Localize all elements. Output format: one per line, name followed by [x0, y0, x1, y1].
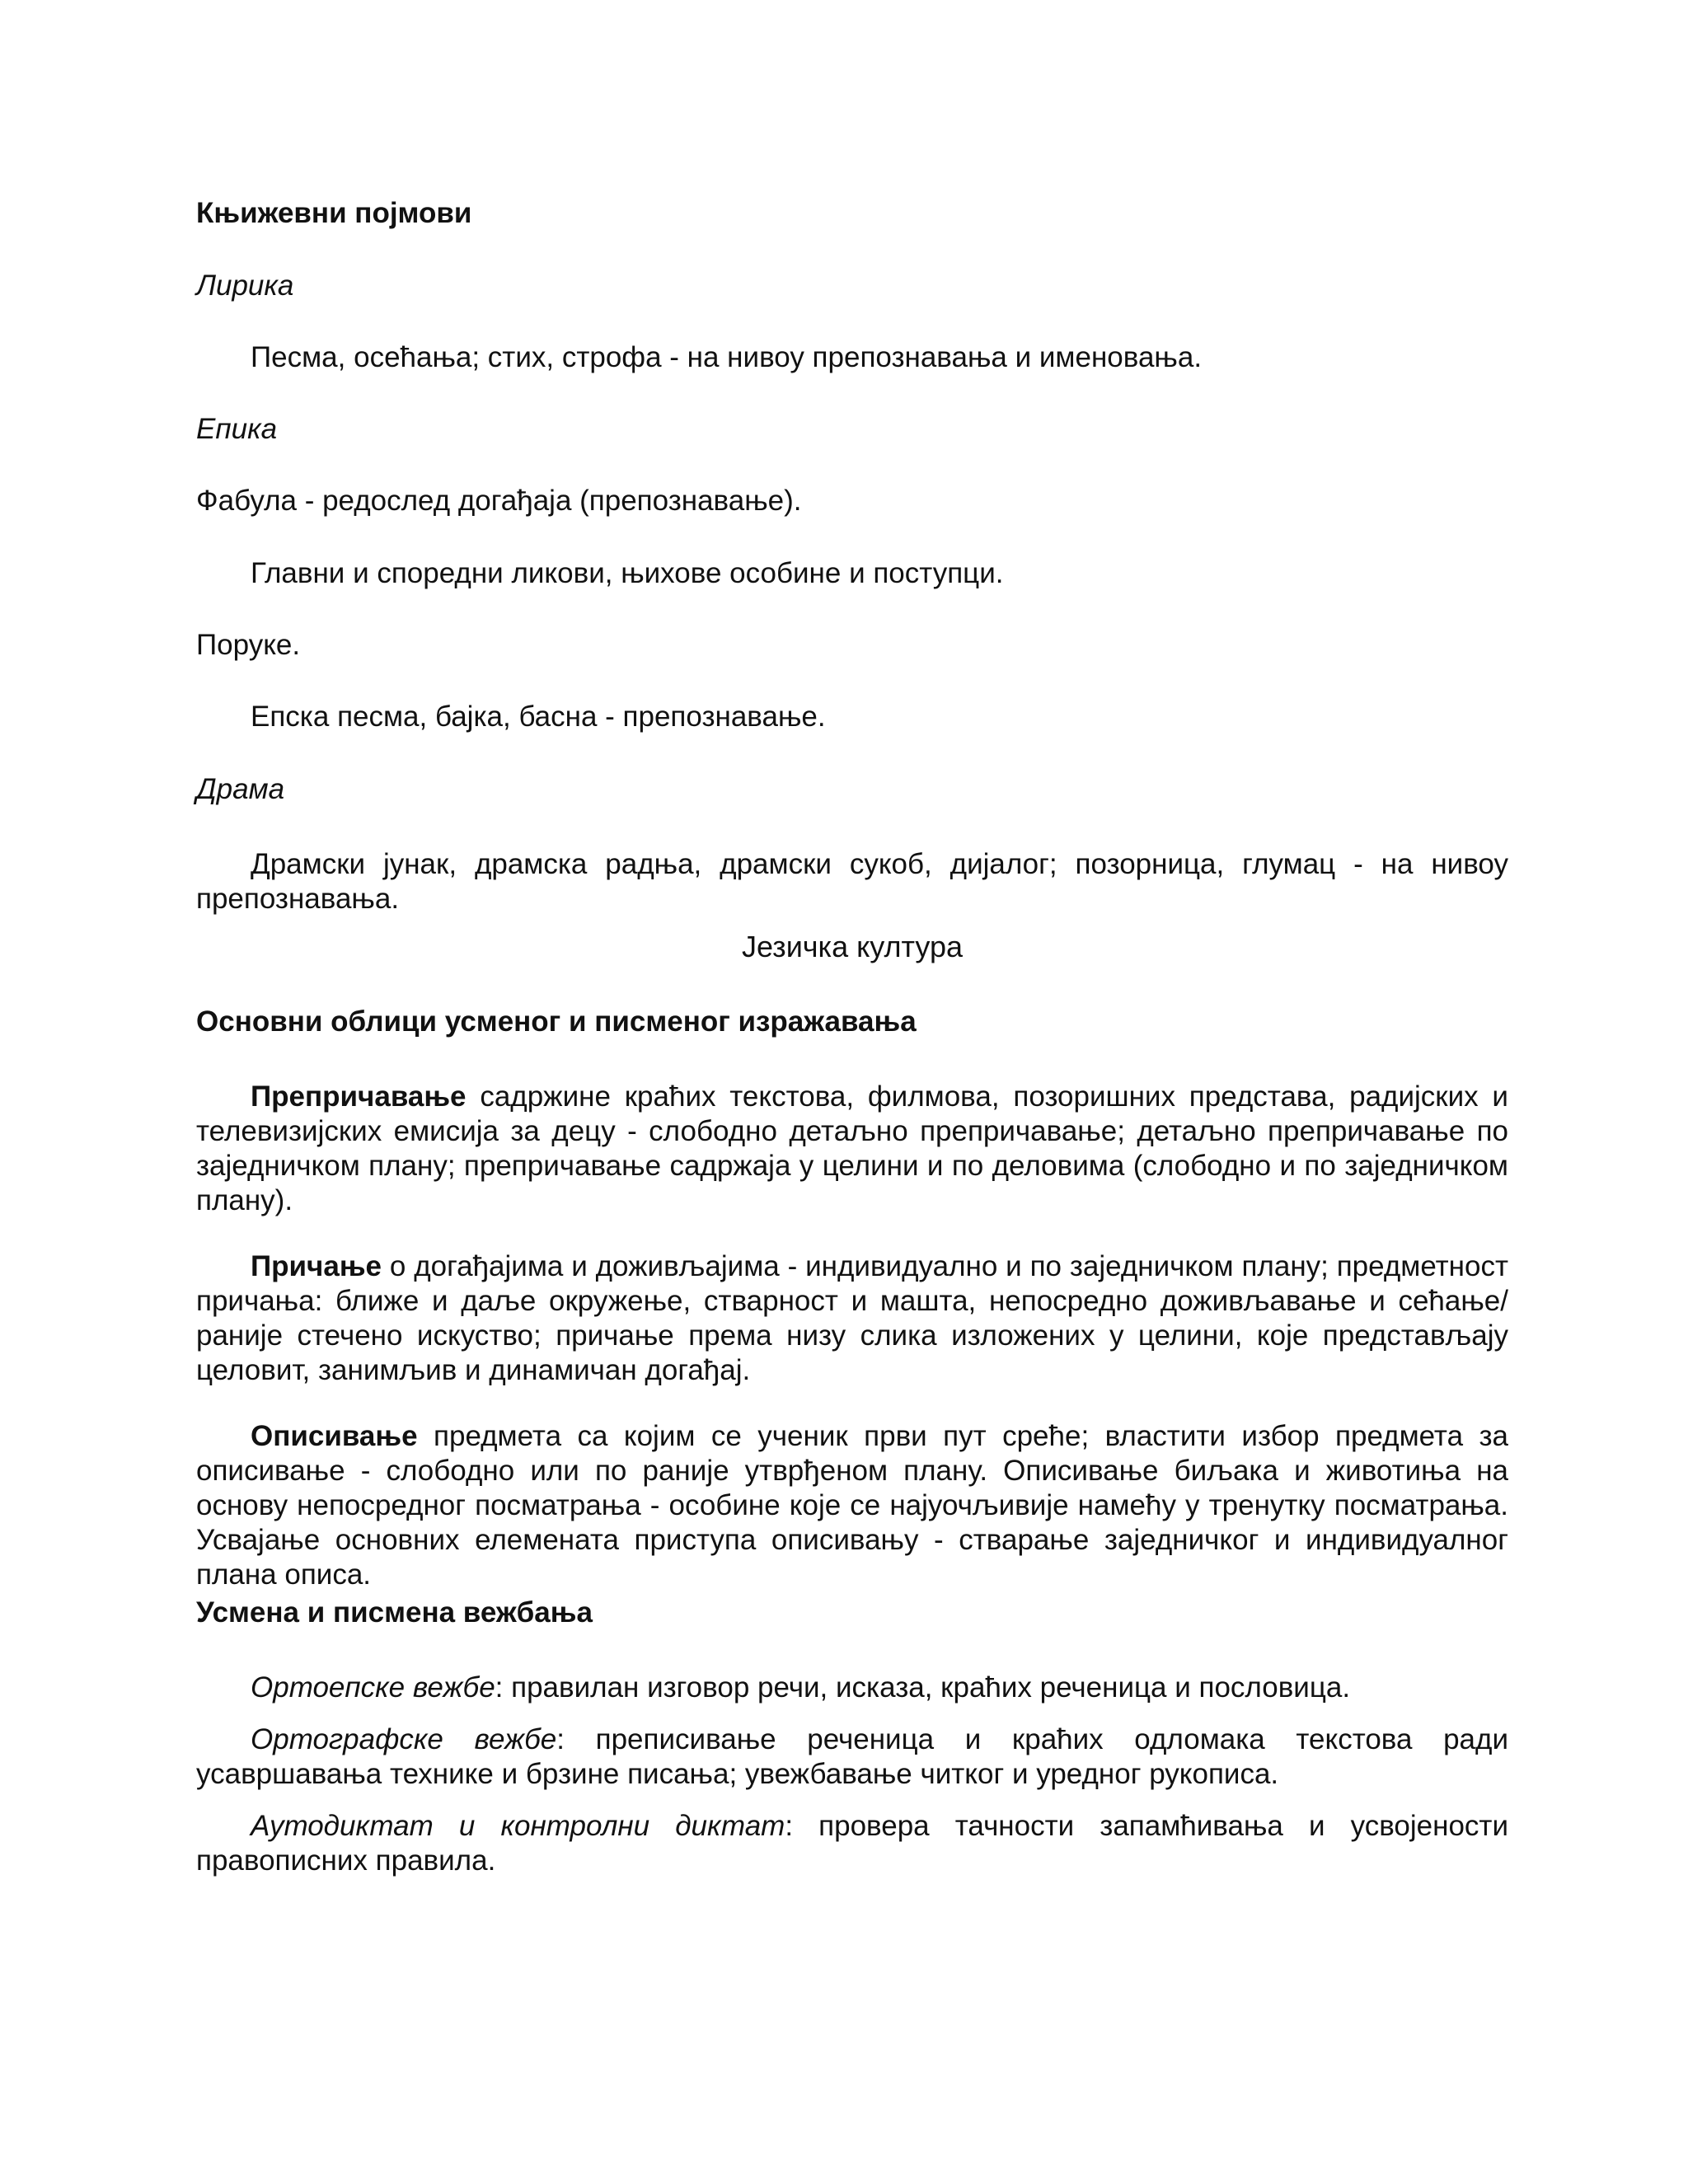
section-title-language-culture: Језичка култура [741, 930, 964, 963]
text-orthoepic: : правилан изговор речи, исказа, краћих реченица и пословица. [495, 1671, 1351, 1704]
term-narration: Причање [251, 1250, 382, 1282]
text-dictation: : провера тачности запамћивања и усвојености правописних правила. [196, 1810, 1508, 1877]
paragraph-epic-characters: Главни и споредни ликови, њихове особине и поступци. [251, 557, 1004, 589]
paragraph-lyric: Песма, осећања; стих, строфа - на нивоу препознавања и именовања. [251, 341, 1203, 373]
text-narration: о догађајима и доживљајима - индивидуално и по заједничком плану; предметност причања: ближе и даље окружење, стварност и машта, непосредно доживљавање и сећање/раније стечено искуство; причање према низу слика изложених у целини, које представљају целовит, занимљив и динамичан догађај. [196, 1250, 1508, 1386]
paragraph-epic-messages: Поруке. [196, 629, 301, 661]
term-dictation: Аутодиктат и контролни диктат [251, 1810, 785, 1842]
term-orthographic: Ортографске вежбе [251, 1723, 557, 1755]
subheading-lyric: Лирика [196, 269, 294, 302]
term-orthoepic: Ортоепске вежбе [251, 1671, 495, 1704]
text-orthographic: : преписивање реченица и краћих одломака текстова ради усавршавања технике и брзине писања; увежбавање читког и уредног рукописа. [196, 1723, 1508, 1790]
text-description: предмета са којим се ученик први пут среће; властити избор предмета за описивање - слободно или по раније утврђеном плану. Описивање биљака и животиња на основу непосредног посматрања - особине које се најуочљивије намећу у тренутку посматрања. Усвајање основних елемената приступа описивању - стварање заједничког и индивидуалног плана описа. [196, 1420, 1508, 1591]
paragraph-description [196, 1419, 1508, 1592]
subheading-drama: Драма [196, 773, 285, 805]
subheading-epic: Епика [196, 413, 278, 445]
section-heading-literary-terms: Књижевни појмови [196, 197, 472, 229]
paragraph-retelling [196, 1080, 1508, 1218]
paragraph-narration [196, 1249, 1508, 1388]
text-retelling: садржине краћих текстова, филмова, позоришних представа, радијских и телевизијских емисија за децу - слободно детаљно препричавање; детаљно препричавање по заједничком плану; препричавање садржаја у целини и по деловима (слободно и по заједничком плану). [196, 1080, 1508, 1216]
paragraph-dictation [196, 1809, 1508, 1878]
paragraph-epic-forms: Епска песма, бајка, басна - препознавање. [251, 701, 826, 733]
paragraph-drama: Драмски јунак, драмска радња, драмски сукоб, дијалог; позорница, глумац - на нивоу препознавања. [196, 848, 1508, 915]
term-description: Описивање [251, 1420, 418, 1452]
paragraph-epic-fabula: Фабула - редослед догађаја (препознавање). [196, 485, 802, 517]
paragraph-orthographic [196, 1722, 1508, 1792]
section-heading-expression: Основни облици усменог и писменог изражавања [196, 1005, 917, 1038]
term-retelling: Препричавање [251, 1080, 467, 1113]
paragraph-orthoepic [196, 1671, 1508, 1705]
section-heading-exercises: Усмена и писмена вежбања [196, 1596, 593, 1629]
